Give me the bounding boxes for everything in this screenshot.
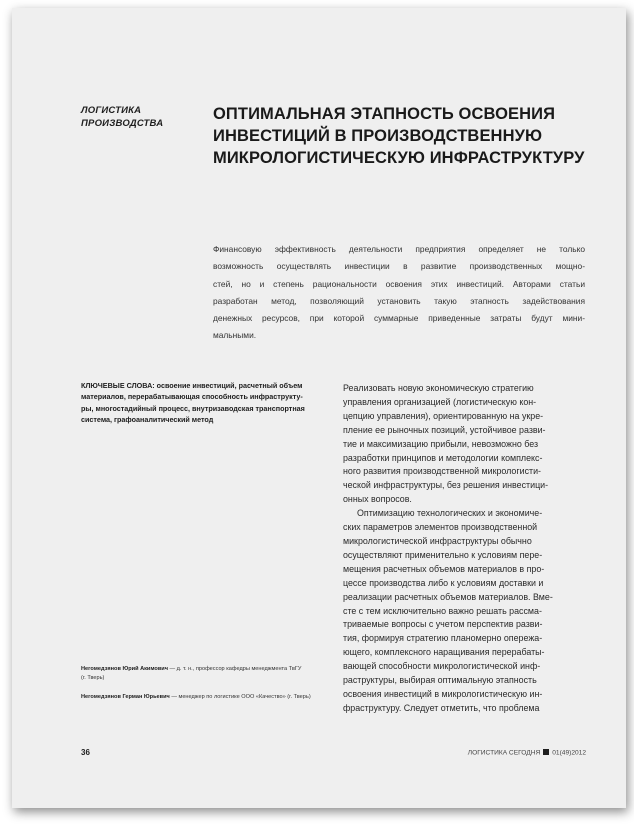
body-line: освоения инвестиций в микрологистическую ин- [343,688,543,699]
body-line: сте с тем исключительно важно решать рассма- [343,605,542,616]
body-line: цессе производства либо к условиям доставки и [343,577,544,588]
body-line: осуществляют применительно к условиям пере- [343,549,543,560]
body-line: тия, формируя стратегию планомерно опережа- [343,633,543,644]
body-line: мещения расчетных объемов материалов в про- [343,563,545,574]
body-line: ного развития производственной микрологисти- [343,466,541,477]
section-label [81,104,163,130]
body-line: раструктуры, выбирая оптимальную этапность [343,675,537,686]
section-label-line: ЛОГИСТИКА [81,105,142,116]
body-line: управления организацией (логистическую кон- [343,396,537,407]
body-line: реализации расчетных объемов материалов. Вме- [343,591,553,602]
article-title [213,103,613,169]
body-line: фраструктуру. Следует отметить, что проблема [343,702,540,713]
body-line: пление ее рыночных позиций, устойчивое разви- [343,424,546,435]
keywords-line: КЛЮЧЕВЫЕ СЛОВА: освоение инвестиций, расчетный объем [81,381,303,390]
author-location: (г. Тверь) [81,675,105,681]
body-line: тие и максимизацию прибыли, невозможно без [343,438,539,449]
body-line: ских параметров элементов производственной [343,522,538,533]
author-description: — д. т. н., профессор кафедры менеджмента ТвГУ [167,666,302,672]
body-line: Оптимизацию технологических и экономиче- [357,508,543,519]
title-line: ОПТИМАЛЬНАЯ ЭТАПНОСТЬ ОСВОЕНИЯ [213,105,556,123]
page-number: 36 [81,748,90,757]
journal-name: ЛОГИСТИКА СЕГОДНЯ [467,749,541,757]
lead-line: Финансовую эффективность деятельности предприятия определяет не только [213,244,585,254]
body-line: микрологистической инфраструктуры обычно [343,535,532,546]
body-line: вающей способности микрологистической инф- [343,661,541,672]
author-name: Негомедзянов Герман Юрьевич [81,694,170,700]
body-line: разработки принципов и методологии комплекс- [343,452,543,463]
body-line: цепцию управления), ориентированную на укре- [343,410,544,421]
magazine-page [12,8,626,808]
body-line: Реализовать новую экономическую стратегию [343,383,534,393]
lead-line: денежных ресурсов, при которой суммарные приведенные затраты будут мини- [213,313,585,324]
keywords-line: материалов, перерабатывающая способность инфраструкту- [81,392,303,402]
lead-line: разработан метод, позволяющий установить такую этапность задействования [213,295,585,306]
body-line: триваемые вопросы с учетом перспектив разви- [343,619,543,630]
journal-issue: 01(49)2012 [552,749,586,757]
title-line: ИНВЕСТИЦИЙ В ПРОИЗВОДСТВЕННУЮ [213,127,543,145]
journal-footer [468,749,586,757]
lead-line: стей, но и степень рациональности освоения этих инвестиций. Авторами статьи [213,278,585,289]
article-body [343,382,588,716]
author-name: Негомедзянов Юрий Акимович [81,666,168,672]
author-entry [81,665,336,683]
body-line: ческой инфраструктуры, без решения инвестици- [343,480,549,491]
body-line: ющего, комплексного наращивания перерабаты- [343,647,545,658]
keywords-block [81,380,331,425]
body-line: онных вопросов. [343,494,412,505]
keywords-line: ры, многостадийный процесс, внутризаводская транспортная [81,403,305,413]
authors-block [81,665,336,712]
square-separator-icon [543,749,549,755]
lead-line: мальными. [213,330,257,341]
keywords-line: система, графоаналитический метод [81,414,214,424]
title-line: МИКРОЛОГИСТИЧЕСКУЮ ИНФРАСТРУКТУРУ [213,149,585,167]
author-entry [81,693,336,702]
article-lead [213,241,585,345]
section-label-line: ПРОИЗВОДСТВА [81,118,164,129]
author-description: — менеджер по логистике ООО «Качество» (г. Тверь) [169,694,311,700]
lead-line: возможность осуществлять инвестиции в развитие производственных мощно- [213,261,585,272]
